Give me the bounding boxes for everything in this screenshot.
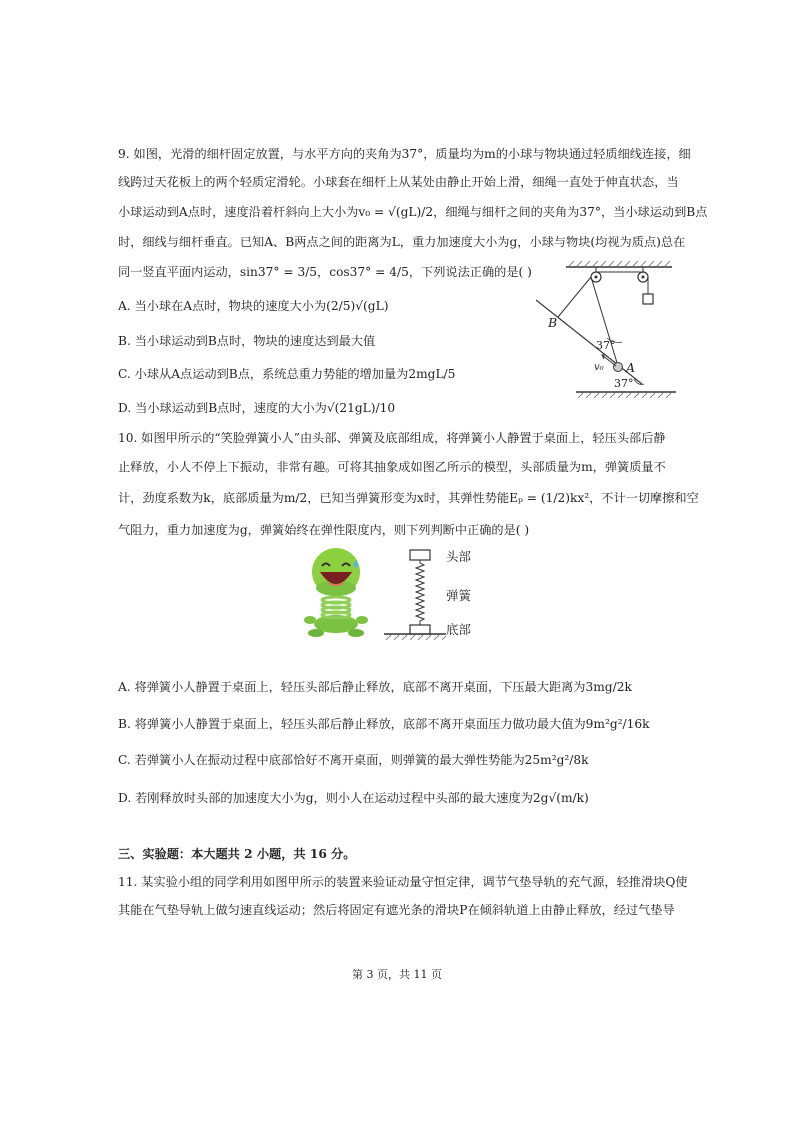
q10-line-3: 计，劲度系数为k，底部质量为m/2，已知当弹簧形变为x时，其弹性势能Eₚ = (1/2)kx²，不计一切摩擦和空 [118,491,699,505]
q9-option-d: D. 当小球运动到B点时，速度的大小为√(21gL)/10 [118,401,396,415]
q10-line-2: 止释放，小人不停上下振动，非常有趣。可将其抽象成如图乙所示的模型，头部质量为m，弹簧质量不 [118,460,666,474]
q9-label-v0: v₀ [594,362,604,373]
q10-line-4: 气阻力，重力加速度为g，弹簧始终在弹性限度内，则下列判断中正确的是( ) [118,523,530,537]
q9-option-b: B. 当小球运动到B点时，物块的速度达到最大值 [118,334,376,348]
label-spring: 弹簧 [446,588,472,603]
ball-a [614,363,623,372]
q11-line-2: 其能在气垫导轨上做匀速直线运动；然后将固定有遮光条的滑块P在倾斜轨道上由静止释放，经过气垫导 [118,903,675,917]
label-base: 底部 [446,622,472,637]
page-footer: 第 3 页，共 11 页 [352,968,442,981]
q10-option-c: C. 若弹簧小人在振动过程中底部恰好不离开桌面，则弹簧的最大弹性势能为25m²g²/8k [118,753,589,767]
head-block [410,550,430,560]
label-head: 头部 [446,549,472,564]
q9-option-a: A. 当小球在A点时，物块的速度大小为(2/5)√(gL) [118,299,389,313]
q10-option-d: D. 若刚释放时头部的加速度大小为g，则小人在运动过程中头部的最大速度为2g√(m/k) [118,791,589,805]
q9-line-5: 同一竖直平面内运动，sin37° = 3/5，cos37° = 4/5，下列说法正确的是( ) [118,265,532,279]
q9-line-1: 9. 如图，光滑的细杆固定放置，与水平方向的夹角为37°，质量均为m的小球与物块通过轻质细线连接，细 [118,147,691,161]
q9-label-a: A [626,360,636,375]
q9-angle-bottom: 37° [614,377,634,390]
q11-line-1: 11. 某实验小组的同学利用如图甲所示的装置来验证动量守恒定律，调节气垫导轨的充气源，轻推滑块Q使 [118,875,688,889]
hanging-block [643,294,653,304]
q9-angle-top: 37° [596,339,616,352]
q9-line-3: 小球运动到A点时，速度沿着杆斜向上大小为v₀ = √(gL)/2，细绳与细杆之间的夹角为37°，当小球运动到B点 [118,205,708,219]
q9-line-4: 时，细线与细杆垂直。已知A、B两点之间的距离为L，重力加速度大小为g，小球与物块(均视为质点)总在 [118,235,686,249]
q9-option-c: C. 小球从A点运动到B点，系统总重力势能的增加量为2mgL/5 [118,367,456,381]
spring-model-diagram [380,548,450,642]
base-block [410,625,430,634]
spring-coil [416,560,424,625]
q9-label-b: B [548,315,558,330]
q10-option-b: B. 将弹簧小人静置于桌面上，轻压头部后静止释放，底部不离开桌面压力做功最大值为9m²g²/16k [118,717,650,731]
section-heading: 三、实验题：本大题共 2 小题，共 16 分。 [118,847,356,861]
spring-toy-illustration [296,548,376,640]
q10-option-a: A. 将弹簧小人静置于桌面上，轻压头部后静止释放，底部不离开桌面，下压最大距离为3mg/2k [118,680,632,694]
q9-line-2: 线跨过天花板上的两个轻质定滑轮。小球套在细杆上从某处由静止开始上滑，细绳一直处于伸直状态，当 [118,175,679,189]
q10-line-1: 10. 如图甲所示的“笑脸弹簧小人”由头部、弹簧及底部组成，将弹簧小人静置于桌面上，轻压头部后静 [118,431,666,445]
